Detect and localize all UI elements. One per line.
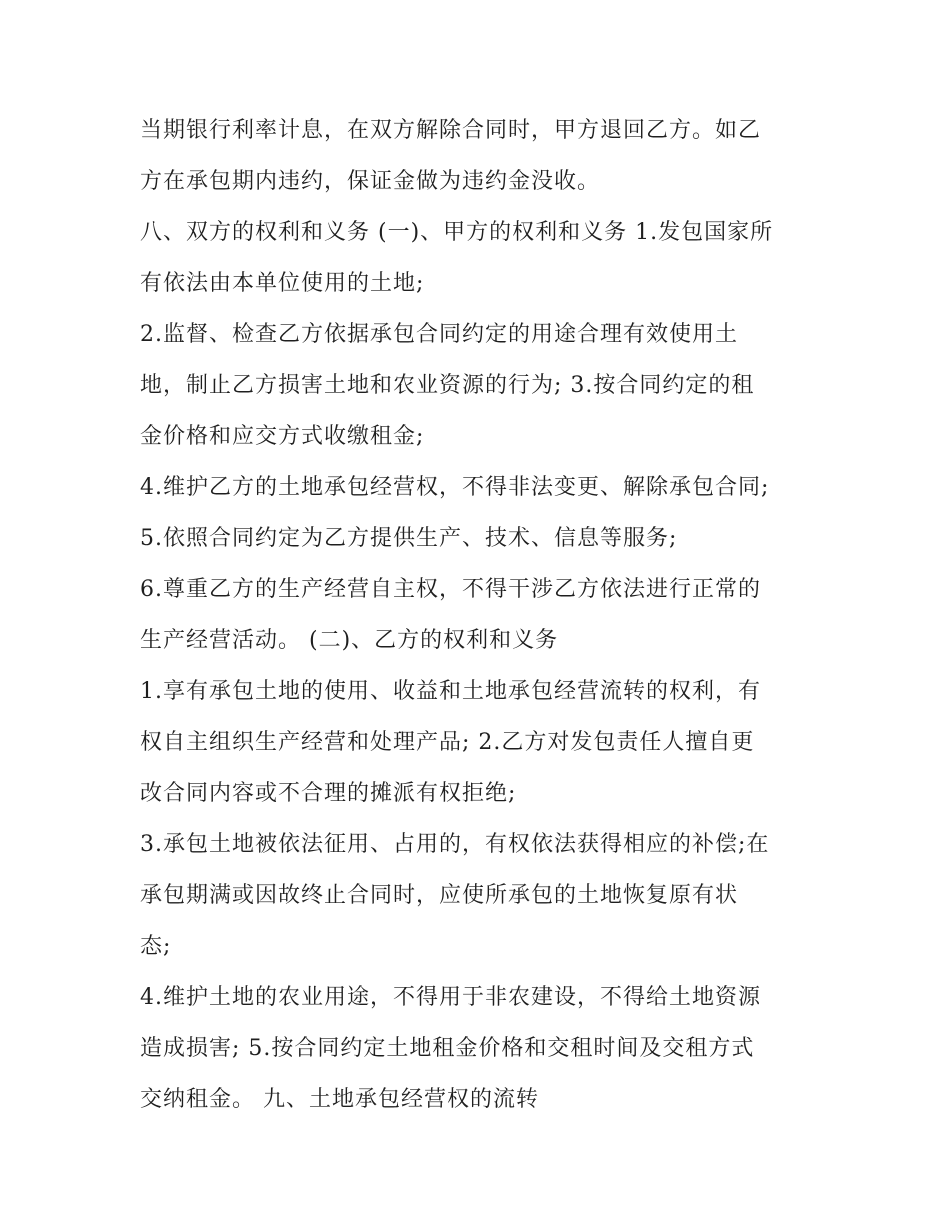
text-line: 地，制止乙方损害土地和农业资源的行为; 3.按合同约定的租 — [140, 373, 755, 398]
text-line: 造成损害; 5.按合同约定土地租金价格和交租时间及交租方式 — [140, 1036, 755, 1061]
text-line: 3.承包土地被依法征用、占用的，有权依法获得相应的补偿;在 — [140, 832, 770, 857]
text-line: 当期银行利率计息，在双方解除合同时，甲方退回乙方。如乙 — [140, 118, 762, 143]
text-line: 金价格和应交方式收缴租金; — [140, 424, 425, 449]
text-line: 方在承包期内违约，保证金做为违约金没收。 — [140, 169, 601, 194]
text-line: 承包期满或因故终止合同时，应使所承包的土地恢复原有状 — [140, 883, 739, 908]
section-heading-line: 八、双方的权利和义务 (一)、甲方的权利和义务 1.发包国家所 — [140, 220, 774, 245]
text-line: 2.监督、检查乙方依据承包合同约定的用途合理有效使用土 — [140, 322, 738, 347]
text-line: 有依法由本单位使用的土地; — [140, 271, 425, 296]
text-line: 交纳租金。 九、土地承包经营权的流转 — [140, 1087, 539, 1112]
text-line: 4.维护土地的农业用途，不得用于非农建设，不得给土地资源 — [140, 985, 761, 1010]
text-line: 权自主组织生产经营和处理产品; 2.乙方对发包责任人擅自更 — [140, 730, 755, 755]
text-line: 6.尊重乙方的生产经营自主权，不得干涉乙方依法进行正常的 — [140, 577, 761, 602]
contract-body-text — [140, 105, 830, 1125]
text-line: 4.维护乙方的土地承包经营权，不得非法变更、解除承包合同; — [140, 475, 770, 500]
text-line: 1.享有承包土地的使用、收益和土地承包经营流转的权利，有 — [140, 679, 761, 704]
text-line: 5.依照合同约定为乙方提供生产、技术、信息等服务; — [140, 526, 678, 551]
text-line: 生产经营活动。 (二)、乙方的权利和义务 — [140, 628, 559, 653]
text-line: 态; — [140, 934, 172, 959]
text-line: 改合同内容或不合理的摊派有权拒绝; — [140, 781, 517, 806]
